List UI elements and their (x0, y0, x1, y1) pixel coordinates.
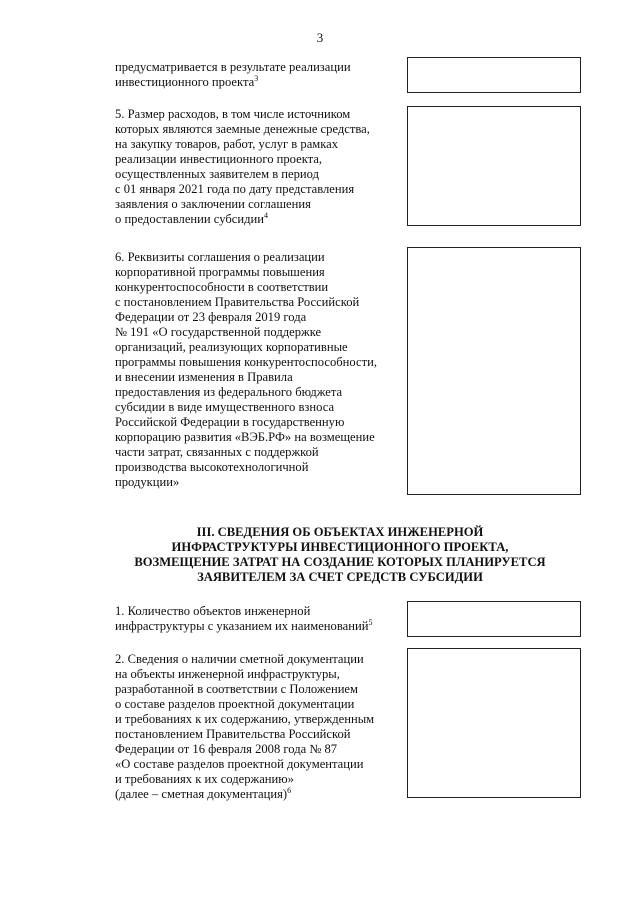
text-line: осуществленных заявителем в период (115, 167, 319, 181)
form-item-s3-1-objects-count (115, 604, 405, 634)
text-line: и внесении изменения в Правила (115, 370, 293, 384)
form-item-6-agreement-details (115, 250, 405, 490)
text-line: заявления о заключении соглашения (115, 197, 311, 211)
text-line: о предоставлении субсидии$^4$ (115, 211, 268, 226)
text-line: Федерации от 23 февраля 2019 года (115, 310, 307, 324)
text-line: Федерации от 16 февраля 2008 года № 87 (115, 742, 338, 756)
text-line: предусматривается в результате реализации (115, 60, 351, 74)
text-line: корпорацию развития «ВЭБ.РФ» на возмещение (115, 430, 375, 444)
text-line: части затрат, связанных с поддержкой (115, 445, 319, 459)
answer-field-investment-effect[interactable] (407, 57, 581, 93)
answer-field-5-expenses[interactable] (407, 106, 581, 226)
text-line: № 191 «О государственной поддержке (115, 325, 322, 339)
text-line: продукции» (115, 475, 180, 489)
form-item-5-expenses (115, 107, 405, 227)
heading-line: ВОЗМЕЩЕНИЕ ЗАТРАТ НА СОЗДАНИЕ КОТОРЫХ ПЛАНИРУЕТСЯ (134, 555, 546, 569)
answer-field-6-agreement-details[interactable] (407, 247, 581, 495)
page-number: 3 (316, 30, 324, 45)
text-line: реализации инвестиционного проекта, (115, 152, 323, 166)
text-line: 5. Размер расходов, в том числе источником (115, 107, 351, 121)
text-line: с 01 января 2021 года по дату представления (115, 182, 355, 196)
text-line: производства высокотехнологичной (115, 460, 309, 474)
text-line: конкурентоспособности в соответствии (115, 280, 329, 294)
text-line: 1. Количество объектов инженерной (115, 604, 311, 618)
form-item-investment-effect (115, 60, 405, 90)
text-line: с постановлением Правительства Российской (115, 295, 360, 309)
footnote-ref: 6 (287, 786, 292, 795)
heading-line: ЗАЯВИТЕЛЕМ ЗА СЧЕТ СРЕДСТВ СУБСИДИИ (197, 570, 483, 584)
text-line: разработанной в соответствии с Положением (115, 682, 358, 696)
text-line: на закупку товаров, работ, услуг в рамках (115, 137, 339, 151)
text-line: программы повышения конкурентоспособности, (115, 355, 377, 369)
text-line: Российской Федерации в государственную (115, 415, 345, 429)
text-line: о составе разделов проектной документации (115, 697, 355, 711)
footnote-ref: 5 (368, 618, 373, 627)
form-item-s3-2-estimate-docs (115, 652, 405, 802)
section-heading (100, 525, 580, 585)
answer-field-s3-1-objects-count[interactable] (407, 601, 581, 637)
heading-line: ИНФРАСТРУКТУРЫ ИНВЕСТИЦИОННОГО ПРОЕКТА, (171, 540, 509, 554)
text-line: и требованиях к их содержанию» (115, 772, 294, 786)
text-line: которых являются заемные денежные средства, (115, 122, 370, 136)
text-line: субсидии в виде имущественного взноса (115, 400, 335, 414)
text-line: корпоративной программы повышения (115, 265, 325, 279)
text-line: 2. Сведения о наличии сметной документации (115, 652, 364, 666)
footnote-ref: 4 (263, 211, 268, 220)
text-line: предоставления из федерального бюджета (115, 385, 343, 399)
text-line: 6. Реквизиты соглашения о реализации (115, 250, 325, 264)
heading-line: III. СВЕДЕНИЯ ОБ ОБЪЕКТАХ ИНЖЕНЕРНОЙ (196, 525, 484, 539)
text-line: «О составе разделов проектной документации (115, 757, 364, 771)
text-line: постановлением Правительства Российской (115, 727, 351, 741)
answer-field-s3-2-estimate-docs[interactable] (407, 648, 581, 798)
text-line: инфраструктуры с указанием их наименований$^5$ (115, 618, 373, 633)
text-line: организаций, реализующих корпоративные (115, 340, 348, 354)
footnote-ref: 3 (254, 74, 259, 83)
text-line: (далее – сметная документация)$^6$ (115, 786, 292, 801)
text-line: и требованиях к их содержанию, утвержденным (115, 712, 375, 726)
text-line: на объекты инженерной инфраструктуры, (115, 667, 340, 681)
text-line: инвестиционного проекта$^3$ (115, 74, 259, 89)
